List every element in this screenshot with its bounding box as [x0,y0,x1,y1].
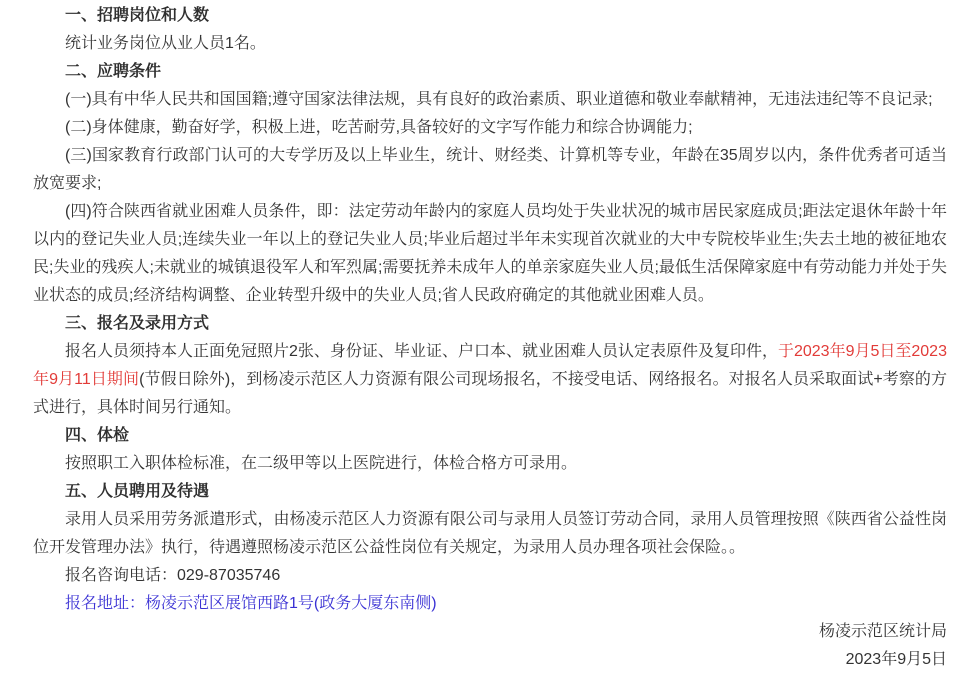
paragraph-employment-terms: 录用人员采用劳务派遣形式，由杨凌示范区人力资源有限公司与录用人员签订劳动合同，录用人员管理按照《陕西省公益性岗位开发管理办法》执行，待遇遵照杨凌示范区公益性岗位有关规定，为录用人员办理各项社会保险。。 [33,511,947,556]
paragraph-condition-1: (一)具有中华人民共和国国籍;遵守国家法律法规，具有良好的政治素质、职业道德和敬业奉献精神，无违法违纪等不良记录; [65,91,933,108]
paragraph-condition-3: (三)国家教育行政部门认可的大专学历及以上毕业生，统计、财经类、计算机等专业，年龄在35周岁以内，条件优秀者可适当放宽要求; [33,147,947,192]
section-heading-registration: 三、报名及录用方式 [65,315,210,332]
phone-line: 报名咨询电话：029-87035746 [65,567,281,584]
section-heading-employment: 五、人员聘用及待遇 [65,483,210,500]
signature-org: 杨凌示范区统计局 [818,623,947,640]
registration-text-post: (节假日除外)，到杨凌示范区人力资源有限公司现场报名，不接受电话、网络报名。对报名人员采取面试+考察的方式进行，具体时间另行通知。 [33,371,947,416]
section-heading-physical-exam: 四、体检 [65,427,130,444]
registration-dates-highlight: 于2023年9月5日至2023年9月11日期间 [33,343,947,388]
paragraph-condition-4: (四)符合陕西省就业困难人员条件，即：法定劳动年龄内的家庭人员均处于失业状况的城市居民家庭成员;距法定退休年龄十年以内的登记失业人员;连续失业一年以上的登记失业人员;毕业后超过半年未实现首次就业的大中专院校毕业生;失去土地的被征地农民;失业的残疾人;未就业的城镇退役军人和军烈属;需要抚养未成年人的单亲家庭失业人员;最低生活保障家庭中有劳动能力并处于失业状态的成员;经济结构调整、企业转型升级中的失业人员;省人民政府确定的其他就业困难人员。 [33,203,947,304]
paragraph-registration [33,338,947,422]
address-link[interactable]: 报名地址：杨凌示范区展馆西路1号(政务大厦东南侧) [65,595,437,612]
registration-text-pre: 报名人员须持本人正面免冠照片2张、身份证、毕业证、户口本、就业困难人员认定表原件及复印件， [65,343,778,360]
paragraph-condition-2: (二)身体健康，勤奋好学，积极上进，吃苦耐劳,具备较好的文字写作能力和综合协调能力; [65,119,693,136]
section-heading-positions: 一、招聘岗位和人数 [65,7,210,24]
section-heading-requirements: 二、应聘条件 [65,63,162,80]
paragraph-physical-exam: 按照职工入职体检标准，在二级甲等以上医院进行，体检合格方可录用。 [65,455,578,472]
signature-date: 2023年9月5日 [845,651,947,668]
paragraph-position-count: 统计业务岗位从业人员1名。 [65,35,266,52]
